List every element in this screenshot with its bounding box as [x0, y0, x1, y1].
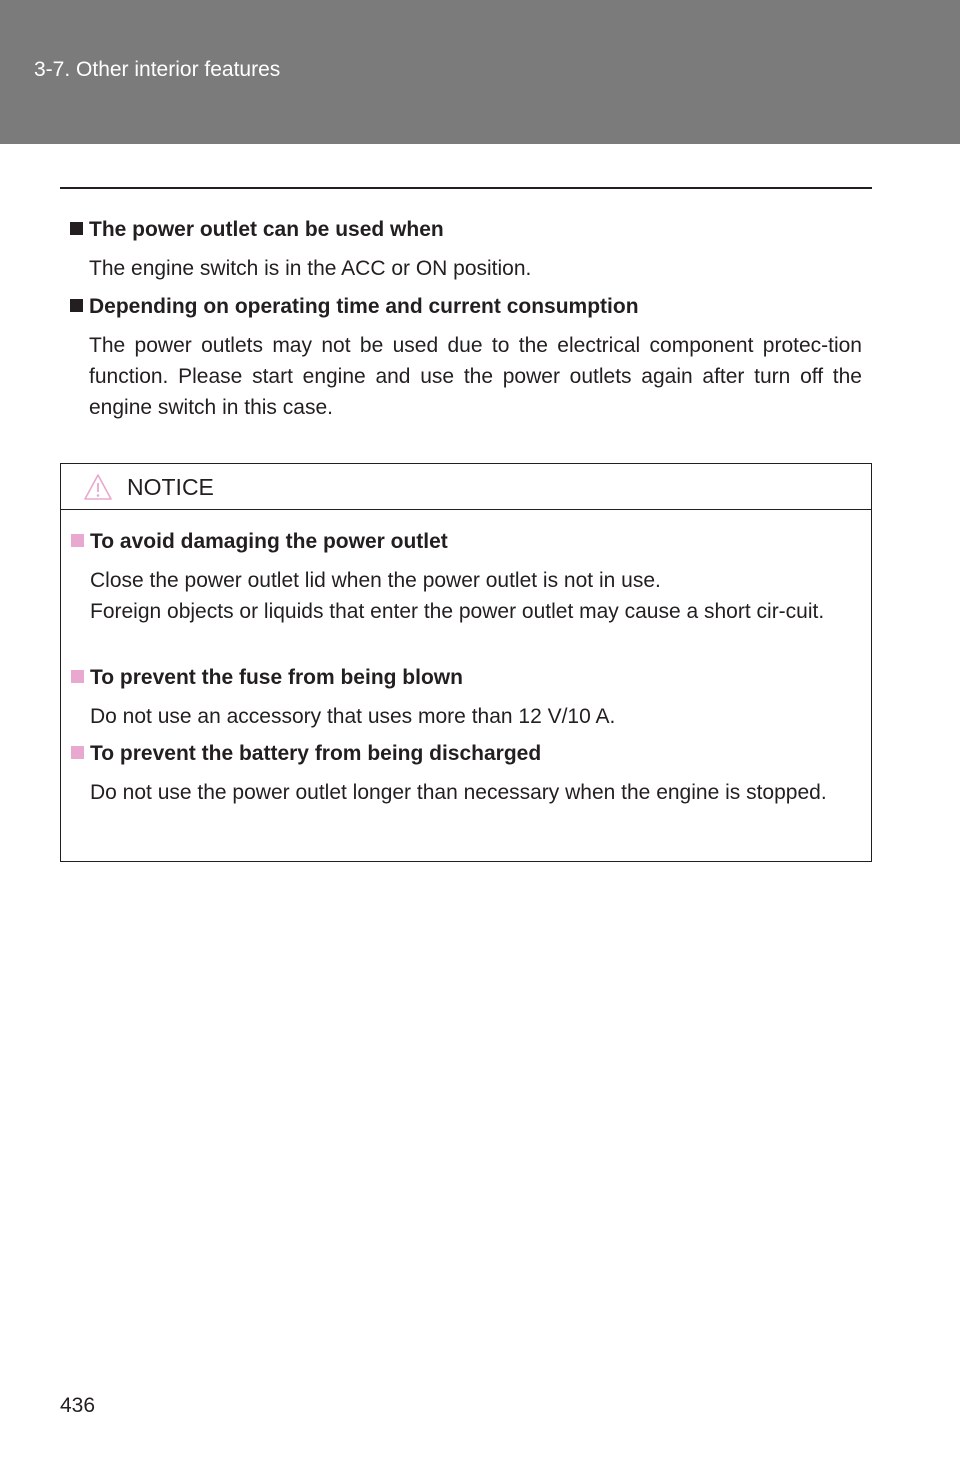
notice-text: Close the power outlet lid when the power outlet is not in use.: [90, 569, 661, 592]
notice-title: NOTICE: [127, 474, 214, 500]
notice-heading: To prevent the battery from being discharged: [71, 738, 861, 769]
page-number: 436: [60, 1394, 96, 1417]
notice-text: Foreign objects or liquids that enter the power outlet may cause a short cir-cuit.: [90, 600, 825, 623]
notice-heading: To avoid damaging the power outlet: [71, 526, 861, 557]
note-text: The power outlets may not be used due to the electrical component protec-tion function. Please start engine and use the power outlets again after turn off the engine switch in this case.: [89, 334, 862, 419]
notice-item-damage: [71, 526, 861, 627]
square-bullet-icon: [70, 299, 83, 312]
notice-heading: To prevent the fuse from being blown: [71, 662, 861, 693]
square-bullet-icon: [70, 222, 83, 235]
square-bullet-icon: [71, 670, 84, 683]
notice-header: [61, 464, 871, 510]
section-title: 3-7. Other interior features: [34, 58, 281, 81]
square-bullet-icon: [71, 746, 84, 759]
square-bullet-icon: [71, 534, 84, 547]
notice-box: [60, 463, 872, 862]
warning-triangle-icon: [83, 473, 113, 506]
notice-item-battery: [71, 738, 861, 808]
notice-text: Do not use an accessory that uses more than 12 V/10 A.: [90, 705, 616, 728]
note-heading: The power outlet can be used when: [70, 214, 862, 245]
header-band: [0, 0, 960, 144]
note-heading: Depending on operating time and current consumption: [70, 291, 862, 322]
note-operating-time: [70, 291, 862, 423]
note-power-outlet-use: [70, 214, 862, 284]
notice-text: Do not use the power outlet longer than necessary when the engine is stopped.: [90, 781, 827, 804]
note-text: The engine switch is in the ACC or ON position.: [89, 257, 532, 280]
divider-rule: [60, 187, 872, 189]
notice-item-fuse: [71, 662, 861, 732]
